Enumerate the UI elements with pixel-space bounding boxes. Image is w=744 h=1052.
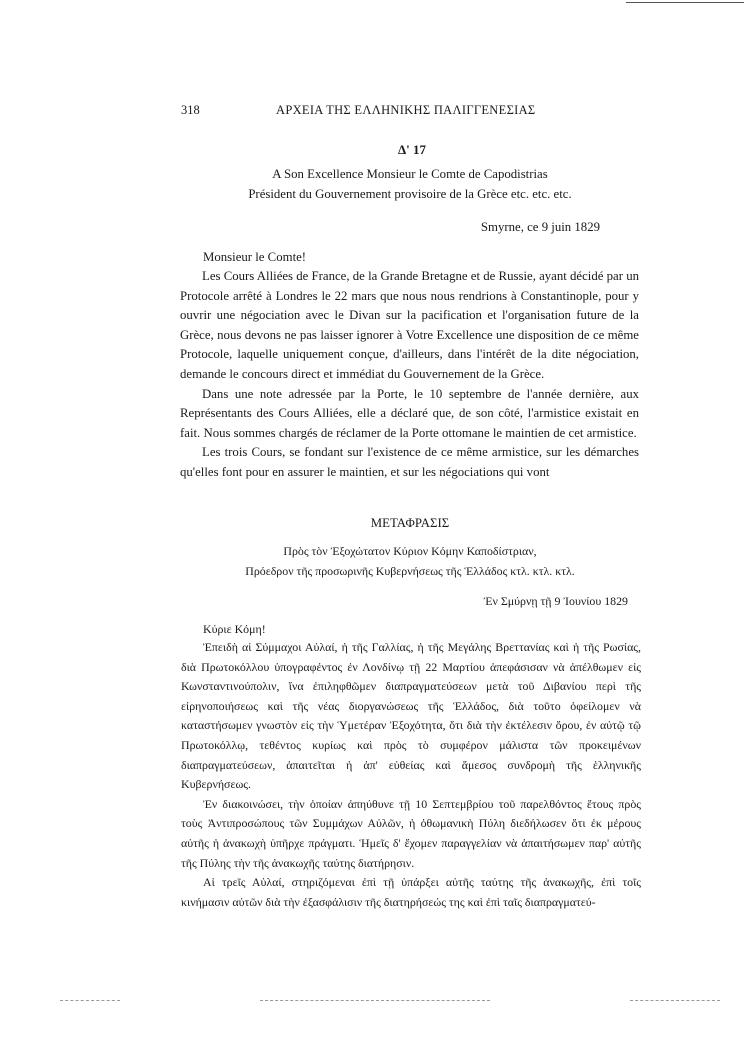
original-paragraph-1: Les Cours Alliées de France, de la Grande Bretagne et de Russie, ayant décidé par un Protocole arrêté à Londres le 22 mars que nous nous rendrions à Constantinople, pour y ouvrir une négociation avec le Divan sur la pacification et l'organisation future de la Grèce, nous devons ne pas laisser ignorer à Votre Excellence une disposition de ce même Protocole, laquelle uniquement conçue, d'ailleurs, dans l'intérêt de la dite négociation, demande le concours direct et immédiat du Gouvernement de la Grèce.: [180, 269, 639, 381]
translation-heading: ΜΕΤΑΦΡΑΣΙΣ: [370, 516, 450, 530]
original-paragraph-2: Dans une note adressée par la Porte, le 10 septembre de l'année dernière, aux Représentants des Cours Alliées, elle a déclaré que, de son côté, l'armistice existait en fait. Nous sommes chargés de réclamer de la Porte ottomane le maintien de cet armistice.: [180, 386, 639, 440]
translation-address-line-2: Πρόεδρον τῆς προσωρινῆς Κυβερνήσεως τῆς Ἑλλάδος κτλ. κτλ. κτλ.: [245, 563, 575, 578]
scan-edge-line: [626, 2, 744, 3]
original-paragraph-3: Les trois Cours, se fondant sur l'existence de ce même armistice, sur les démarches qu'elles font pour en assurer le maintien, et sur les négociations qui vont: [180, 445, 639, 479]
original-address: [181, 165, 639, 204]
page-number: 318: [181, 103, 200, 117]
original-address-line-1: A Son Excellence Monsieur le Comte de Capodistrias: [272, 167, 548, 181]
original-address-line-2: Président du Gouvernement provisoire de la Grèce etc. etc. etc.: [248, 186, 572, 201]
translation-paragraph-2: Ἐν διακοινώσει, τὴν ὁποίαν ἀπηύθυνε τῇ 10 Σεπτεμβρίου τοῦ παρελθόντος ἔτους πρὸς τοὺς Ἀντιπροσώπους τῶν Συμμάχων Αὐλῶν, ἡ ὀθωμανικὴ Πύλη διεδήλωσεν ὅτι ἐκ μέρους αὐτῆς ἡ ἀνακωχὴ ὑπῆρχε πράγματι. Ἡμεῖς δ' ἔχομεν παραγγελίαν νὰ ἀπαιτήσωμεν παρ' αὐτῆς τῆς Πύλης τὴν τῆς ἀνακωχῆς ταύτης διατήρησιν.: [181, 796, 641, 870]
scan-artifact-line-center: [260, 1000, 490, 1001]
original-dateline: Smyrne, ce 9 juin 1829: [480, 220, 600, 234]
translation-address: [181, 542, 639, 581]
translation-salutation: Κύριε Κόμη!: [203, 622, 266, 636]
original-salutation: Monsieur le Comte!: [203, 250, 307, 264]
running-title: ΑΡΧΕΙΑ ΤΗΣ ΕΛΛΗΝΙΚΗΣ ΠΑΛΙΓΓΕΝΕΣΙΑΣ: [276, 103, 536, 117]
translation-paragraph-3: Αἱ τρεῖς Αὐλαί, στηριζόμεναι ἐπὶ τῇ ὑπάρξει αὐτῆς ταύτης τῆς ἀνακωχῆς, ἐπὶ τοῖς κινήμασιν αὐτῶν διὰ τὴν ἐξασφάλισιν τῆς διατηρήσεώς της καὶ ἐπὶ ταῖς διαπραγματεύ-: [181, 875, 641, 909]
scan-artifact-line-left: [60, 1000, 120, 1001]
original-body: [180, 267, 639, 483]
translation-body: [181, 638, 641, 912]
scan-artifact-line-right: [630, 1000, 720, 1001]
translation-dateline: Ἐν Σμύρνῃ τῇ 9 Ἰουνίου 1829: [483, 594, 628, 608]
document-number: Δ' 17: [398, 142, 427, 157]
translation-paragraph-1: Ἐπειδὴ αἱ Σύμμαχοι Αὐλαί, ἡ τῆς Γαλλίας, ἡ τῆς Μεγάλης Βρεττανίας καὶ ἡ τῆς Ρωσίας, διὰ Πρωτοκόλλου ὑπογραφέντος ἐν Λονδίνῳ τῇ 22 Μαρτίου ἀπεφάσισαν νὰ ἀπέλθωμεν εἰς Κωνσταντινούπολιν, ἵνα ἐπιληφθῶμεν διαπραγματεύσεων μετὰ τοῦ Διβανίου περὶ τῆς εἰρηνοποιήσεως καὶ τῆς νέας διοργανώσεως τῆς Ἑλλάδος, διὰ τοῦτο ὀφείλομεν νὰ καταστήσωμεν γνωστὸν εἰς τὴν Ὑμετέραν Ἐξοχότητα, ὅτι διὰ τὴν ἐκτέλεσιν ὅρου, ἐν αὐτῷ τῷ Πρωτοκόλλῳ, τεθέντος κυρίως καὶ πρὸς τὸ συμφέρον μάλιστα τῶν προκειμένων διαπραγματεύσεων, ἀπαιτεῖται ἡ ἀπ' εὐθείας καὶ ἄμεσος συνδρομὴ τῆς ἑλληνικῆς Κυβερνήσεως.: [181, 640, 641, 792]
translation-address-line-1: Πρὸς τὸν Ἐξοχώτατον Κύριον Κόμην Καποδίστριαν,: [283, 544, 537, 558]
